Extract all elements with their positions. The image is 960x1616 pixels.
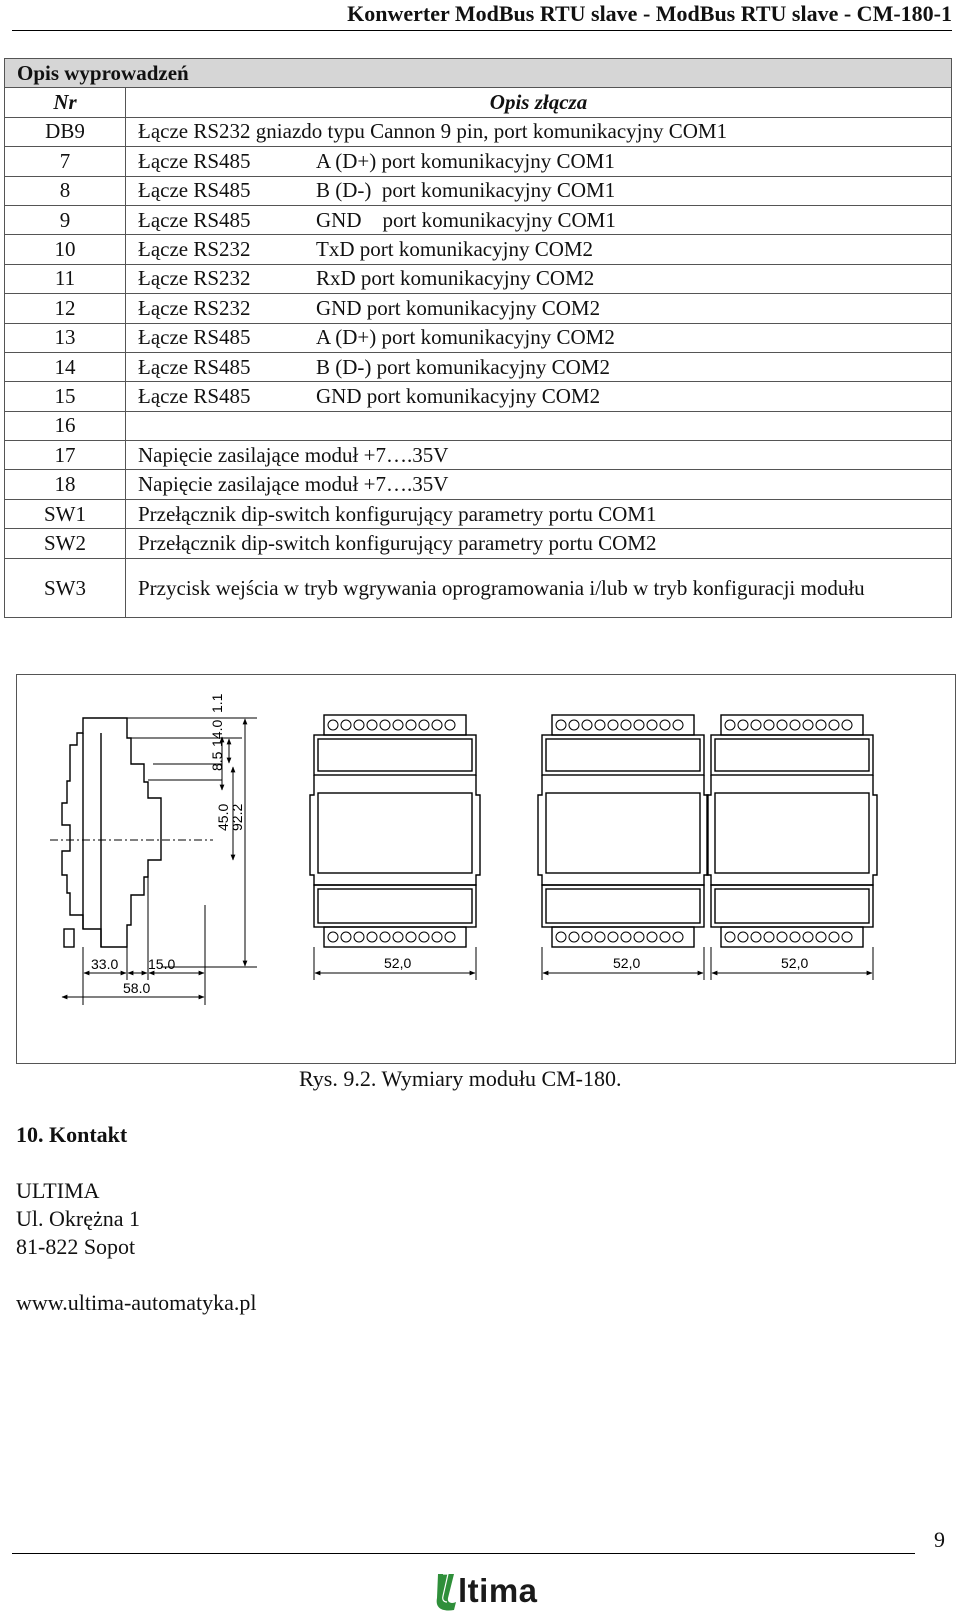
pin-description: [126, 205, 952, 234]
table-header-row: [5, 88, 952, 117]
dimension-drawing-frame: [16, 674, 956, 1064]
dim-label-92-2: 92.2: [229, 803, 245, 831]
table-section-row: [5, 59, 952, 88]
dim-label-14-0: 14.0: [209, 719, 225, 747]
contact-company: ULTIMA: [16, 1178, 100, 1203]
table-row: [5, 205, 952, 234]
pin-number: 15: [5, 382, 126, 411]
pinout-table: [4, 58, 952, 618]
pin-interface: Napięcie zasilające moduł +7….35V: [138, 442, 449, 467]
table-row: [5, 117, 952, 146]
pin-interface: Łącze RS485: [138, 207, 251, 232]
pin-interface: Łącze RS232: [138, 266, 251, 291]
pin-interface: Łącze RS232: [138, 237, 251, 262]
table-row: [5, 470, 952, 499]
dim-label-15-0: 15.0: [148, 956, 176, 972]
pin-function: A (D+) port komunikacyjny COM2: [316, 325, 615, 350]
pin-function: B (D-) port komunikacyjny COM2: [316, 354, 610, 379]
page-number: 9: [934, 1527, 945, 1552]
side-view: [50, 718, 213, 947]
width-dimension-labels: [384, 955, 808, 971]
pin-interface: Łącze RS485: [138, 178, 251, 203]
pin-description: [126, 235, 952, 264]
page-header-title: Konwerter ModBus RTU slave - ModBus RTU slave - CM-180-1: [347, 1, 952, 26]
pin-description: [126, 411, 952, 440]
pin-function: GND port komunikacyjny COM2: [316, 383, 601, 408]
pin-number: 13: [5, 323, 126, 352]
pin-function: GND port komunikacyjny COM2: [316, 295, 601, 320]
table-row: [5, 441, 952, 470]
pin-number: 16: [5, 411, 126, 440]
dim-label-1-1: 1.1: [209, 693, 225, 713]
header-divider: [12, 30, 952, 31]
dim-label-width-3: 52,0: [781, 955, 809, 971]
pin-number: 8: [5, 176, 126, 205]
pin-interface: Łącze RS485: [138, 383, 251, 408]
pin-number: 11: [5, 264, 126, 293]
front-view-3: [707, 715, 877, 947]
pin-function: RxD port komunikacyjny COM2: [316, 266, 595, 291]
front-view-2: [538, 715, 708, 947]
table-row: [5, 176, 952, 205]
dim-label-58-0: 58.0: [123, 980, 151, 996]
pin-interface: Łącze RS485: [138, 148, 251, 173]
pin-description: [126, 323, 952, 352]
dim-label-width-1: 52,0: [384, 955, 412, 971]
pin-number: DB9: [5, 117, 126, 146]
pin-description: [126, 352, 952, 381]
pin-interface: Przycisk wejścia w tryb wgrywania oprogramowania i/lub w tryb konfiguracji modułu: [138, 575, 865, 600]
table-row: [5, 323, 952, 352]
pin-number: 12: [5, 294, 126, 323]
dim-label-45-0: 45.0: [215, 803, 231, 831]
footer-divider: [12, 1553, 915, 1554]
pin-description: [126, 529, 952, 558]
section-heading-contact: 10. Kontakt: [16, 1122, 128, 1147]
pin-number: 9: [5, 205, 126, 234]
pin-number: SW1: [5, 499, 126, 528]
pin-function: TxD port komunikacyjny COM2: [316, 237, 594, 262]
table-row: [5, 352, 952, 381]
pin-description: [126, 558, 952, 617]
pin-number: 18: [5, 470, 126, 499]
table-section-title: Opis wyprowadzeń: [5, 59, 952, 88]
pin-number: 7: [5, 147, 126, 176]
pin-number: SW2: [5, 529, 126, 558]
pin-number: 17: [5, 441, 126, 470]
pin-description: [126, 499, 952, 528]
pin-function: GND port komunikacyjny COM1: [316, 207, 616, 232]
pin-description: [126, 294, 952, 323]
pin-interface: Przełącznik dip-switch konfigurujący parametry portu COM2: [138, 530, 657, 555]
pin-description: [126, 117, 952, 146]
pin-function: A (D+) port komunikacyjny COM1: [316, 148, 615, 173]
front-view-1: [310, 715, 480, 947]
dim-label-8-5: 8.5: [209, 751, 225, 771]
table-row: [5, 529, 952, 558]
table-row: [5, 235, 952, 264]
pin-description: [126, 176, 952, 205]
figure-caption: Rys. 9.2. Wymiary modułu CM-180.: [299, 1066, 622, 1091]
pin-number: 10: [5, 235, 126, 264]
table-row: [5, 264, 952, 293]
pin-description: [126, 264, 952, 293]
contact-street: Ul. Okrężna 1: [16, 1206, 141, 1231]
pin-description: [126, 470, 952, 499]
contact-city: 81-822 Sopot: [16, 1234, 136, 1259]
column-header-desc: Opis złącza: [126, 88, 952, 117]
table-row: [5, 147, 952, 176]
pin-interface: Łącze RS232: [138, 295, 251, 320]
dim-label-33-0: 33.0: [91, 956, 119, 972]
pin-interface: Napięcie zasilające moduł +7….35V: [138, 472, 449, 497]
pin-interface: Łącze RS485: [138, 354, 251, 379]
pin-function: B (D-) port komunikacyjny COM1: [316, 178, 616, 203]
pin-description: [126, 441, 952, 470]
dimension-drawing: [17, 675, 955, 1063]
pin-interface: Łącze RS485: [138, 325, 251, 350]
pin-interface: Łącze RS232 gniazdo typu Cannon 9 pin, port komunikacyjny COM1: [138, 119, 728, 144]
pin-description: [126, 382, 952, 411]
pin-number: SW3: [5, 558, 126, 617]
table-row: [5, 499, 952, 528]
contact-website[interactable]: www.ultima-automatyka.pl: [16, 1290, 257, 1315]
pin-interface: Przełącznik dip-switch konfigurujący parametry portu COM1: [138, 501, 657, 526]
table-row: [5, 294, 952, 323]
column-header-nr: Nr: [5, 88, 126, 117]
dim-label-width-2: 52,0: [613, 955, 641, 971]
logo-text: ltima: [458, 1572, 538, 1609]
table-row: [5, 411, 952, 440]
table-row: [5, 558, 952, 617]
side-view-dimension-labels: [91, 693, 245, 996]
pin-number: 14: [5, 352, 126, 381]
pin-description: [126, 147, 952, 176]
table-row: [5, 382, 952, 411]
